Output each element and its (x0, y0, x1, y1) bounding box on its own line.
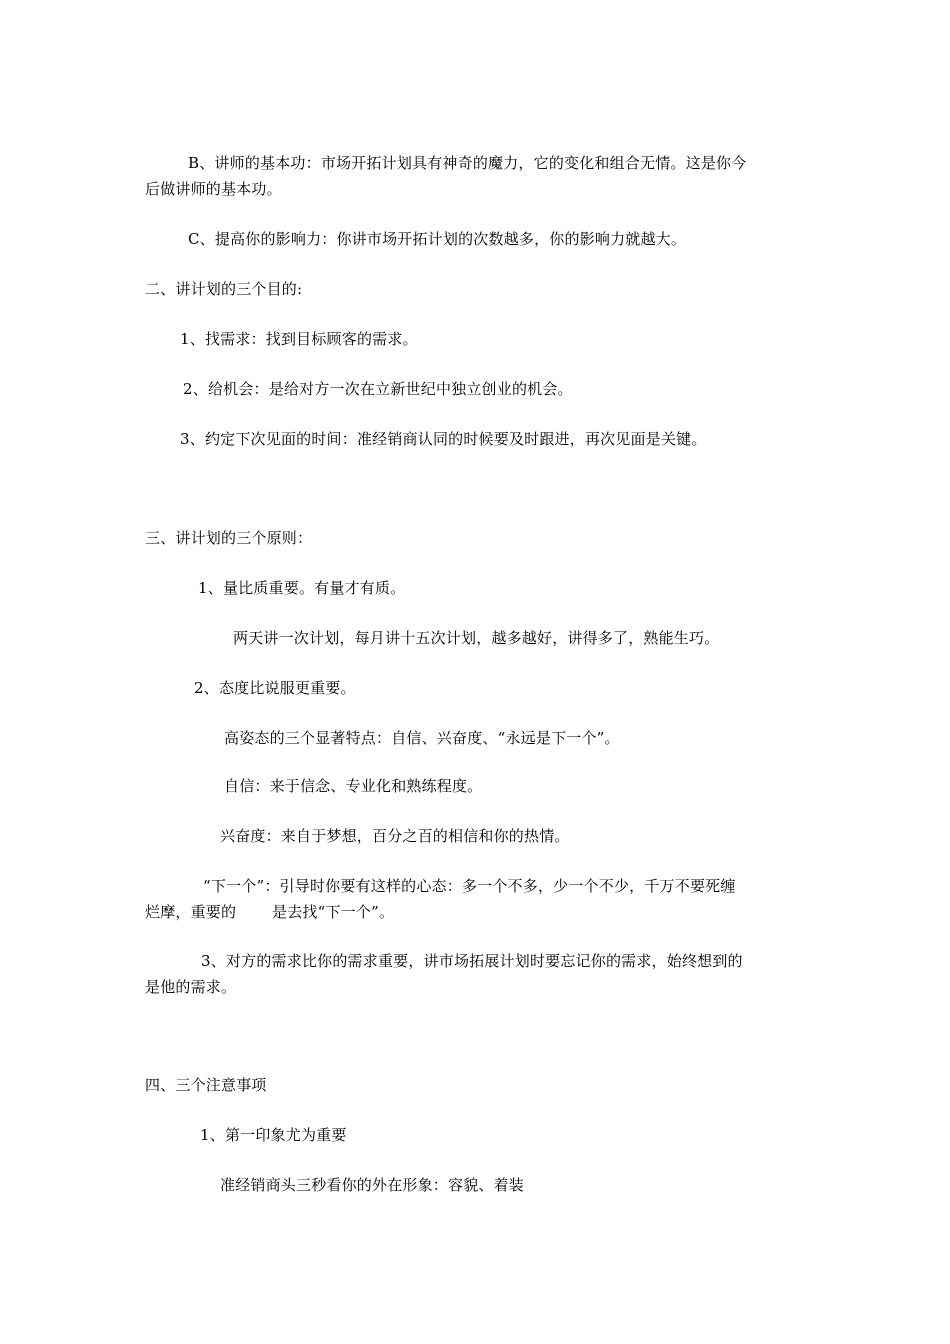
section-3-item-2-detail-2: 自信：来于信念、专业化和熟练程度。 (224, 777, 483, 795)
section-4-item-1-detail: 准经销商头三秒看你的外在形象：容貌、着装 (220, 1176, 525, 1194)
paragraph-b-line1: B、讲师的基本功：市场开拓计划具有神奇的魔力，它的变化和组合无情。这是你今 (188, 154, 747, 172)
section-3-item-2-detail-1: 高姿态的三个显著特点：自信、兴奋度、“永远是下一个”。 (224, 729, 620, 747)
section-4-heading: 四、三个注意事项 (145, 1076, 267, 1094)
section-3-item-2-detail-4-line2b: 是去找“下一个”。 (272, 903, 395, 921)
section-2-item-1: 1、找需求：找到目标顾客的需求。 (180, 330, 418, 348)
section-3-item-2-detail-3: 兴奋度：来自于梦想，百分之百的相信和你的热情。 (220, 827, 570, 845)
section-3-item-2-detail-4-line1: “下一个”：引导时你要有这样的心态：多一个不多，少一个不少，千万不要死缠 (203, 877, 736, 895)
section-3-item-1: 1、量比质重要。有量才有质。 (198, 579, 406, 597)
paragraph-c: C、提高你的影响力：你讲市场开拓计划的次数越多，你的影响力就越大。 (188, 230, 687, 248)
paragraph-b-line2: 后做讲师的基本功。 (145, 180, 282, 198)
section-2-heading: 二、讲计划的三个目的: (145, 280, 303, 298)
section-3-item-2-detail-4-line2a: 烂摩，重要的 (145, 903, 237, 921)
section-2-item-3: 3、约定下次见面的时间：准经销商认同的时候要及时跟进，再次见面是关键。 (180, 430, 707, 448)
section-3-item-3-line1: 3、对方的需求比你的需求重要，讲市场拓展计划时要忘记你的需求，始终想到的 (201, 952, 743, 970)
section-3-item-1-detail: 两天讲一次计划，每月讲十五次计划，越多越好，讲得多了，熟能生巧。 (233, 629, 720, 647)
section-4-item-1: 1、第一印象尤为重要 (200, 1126, 347, 1144)
section-2-item-2: 2、给机会：是给对方一次在立新世纪中独立创业的机会。 (183, 380, 573, 398)
section-3-heading: 三、讲计划的三个原则： (145, 529, 313, 547)
section-3-item-2: 2、态度比说服更重要。 (194, 679, 356, 697)
section-3-item-3-line2: 是他的需求。 (145, 978, 237, 996)
